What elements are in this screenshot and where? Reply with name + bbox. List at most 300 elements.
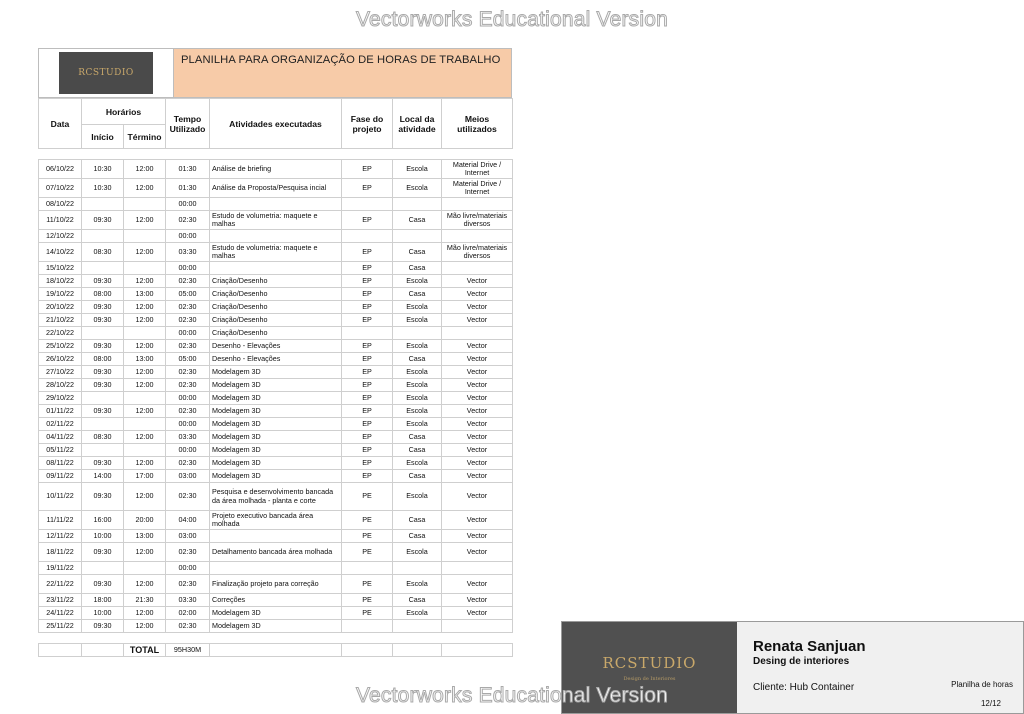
cell-means: Vector [442, 444, 513, 457]
cell-means: Material Drive / Internet [442, 160, 513, 179]
table-row [39, 198, 513, 211]
studio-logo [59, 52, 153, 94]
cell-location: Escola [393, 392, 442, 405]
cell-phase: EP [342, 160, 393, 179]
page-number: 12/12 [980, 699, 1001, 708]
cell-activity: Modelagem 3D [210, 392, 342, 405]
cell-end: 12:00 [124, 431, 166, 444]
table-row [39, 327, 513, 340]
sheet-title: PLANILHA PARA ORGANIZAÇÃO DE HORAS DE TRABALHO [174, 49, 511, 97]
cell-end: 12:00 [124, 379, 166, 392]
spacer-row [39, 633, 513, 644]
cell-means: Vector [442, 301, 513, 314]
cell-activity: Modelagem 3D [210, 457, 342, 470]
cell-start: 09:30 [82, 620, 124, 633]
cell-phase: PE [342, 607, 393, 620]
cell-end: 12:00 [124, 340, 166, 353]
table-row [39, 483, 513, 511]
cell-duration: 04:00 [166, 511, 210, 530]
cell-start: 09:30 [82, 301, 124, 314]
cell-start: 09:30 [82, 457, 124, 470]
cell-phase: EP [342, 314, 393, 327]
cell-duration: 00:00 [166, 230, 210, 243]
cell-duration: 03:00 [166, 530, 210, 543]
cell-location: Casa [393, 431, 442, 444]
cell-start: 10:00 [82, 607, 124, 620]
cell-location: Escola [393, 340, 442, 353]
cell-duration: 02:30 [166, 620, 210, 633]
cell-start: 09:30 [82, 483, 124, 511]
cell-location: Escola [393, 160, 442, 179]
cell-end: 12:00 [124, 575, 166, 594]
cell-location: Casa [393, 511, 442, 530]
cell-activity: Criação/Desenho [210, 275, 342, 288]
cell-means: Vector [442, 288, 513, 301]
cell-start: 14:00 [82, 470, 124, 483]
header-local: Local da atividade [393, 99, 442, 149]
cell-date: 20/10/22 [39, 301, 82, 314]
cell-date: 11/11/22 [39, 511, 82, 530]
cell-start [82, 444, 124, 457]
table-row [39, 392, 513, 405]
cell-end: 12:00 [124, 405, 166, 418]
cell-duration: 05:00 [166, 288, 210, 301]
cell-phase: EP [342, 379, 393, 392]
cell-start: 10:30 [82, 179, 124, 198]
cell-duration: 02:30 [166, 301, 210, 314]
cell-phase: EP [342, 392, 393, 405]
cell-activity [210, 262, 342, 275]
cell-activity: Detalhamento bancada área molhada [210, 543, 342, 562]
cell-date: 27/10/22 [39, 366, 82, 379]
cell-activity: Modelagem 3D [210, 366, 342, 379]
cell-means: Material Drive / Internet [442, 179, 513, 198]
cell-phase: EP [342, 366, 393, 379]
cell-date: 02/11/22 [39, 418, 82, 431]
cell-end: 13:00 [124, 530, 166, 543]
spacer-row [39, 149, 513, 160]
cell-date: 15/10/22 [39, 262, 82, 275]
cell-phase: EP [342, 243, 393, 262]
cell-location: Escola [393, 543, 442, 562]
cell-end: 12:00 [124, 620, 166, 633]
cell-start: 10:00 [82, 530, 124, 543]
cell-end [124, 230, 166, 243]
cell-duration: 00:00 [166, 418, 210, 431]
cell-activity: Modelagem 3D [210, 470, 342, 483]
cell-start: 09:30 [82, 366, 124, 379]
cell-start: 09:30 [82, 340, 124, 353]
cell-activity: Finalização projeto para correção [210, 575, 342, 594]
watermark-bottom: Vectorworks Educational Version [355, 684, 669, 707]
table-row [39, 340, 513, 353]
cell-means [442, 230, 513, 243]
cell-phase [342, 198, 393, 211]
cell-location: Casa [393, 262, 442, 275]
cell-end: 12:00 [124, 160, 166, 179]
cell-duration: 02:30 [166, 314, 210, 327]
cell-means: Vector [442, 405, 513, 418]
table-row [39, 288, 513, 301]
watermark-top: Vectorworks Educational Version [355, 8, 669, 31]
cell-duration: 02:30 [166, 211, 210, 230]
cell-date: 29/10/22 [39, 392, 82, 405]
cell-location: Casa [393, 243, 442, 262]
cell-phase: EP [342, 470, 393, 483]
cell-date: 11/10/22 [39, 211, 82, 230]
cell-location: Casa [393, 444, 442, 457]
cell-date: 01/11/22 [39, 405, 82, 418]
cell-duration: 02:30 [166, 275, 210, 288]
cell-duration: 00:00 [166, 262, 210, 275]
sheet-name: Planilha de horas [951, 680, 1013, 689]
cell-means: Vector [442, 457, 513, 470]
cell-start: 16:00 [82, 511, 124, 530]
cell-duration: 03:30 [166, 594, 210, 607]
cell-phase: EP [342, 301, 393, 314]
table-row [39, 179, 513, 198]
hours-table [38, 98, 513, 657]
studio-logo-text: RCSTUDIO [78, 68, 134, 78]
table-row [39, 543, 513, 562]
cell-activity: Modelagem 3D [210, 405, 342, 418]
table-row [39, 457, 513, 470]
cell-date: 06/10/22 [39, 160, 82, 179]
cell-end: 12:00 [124, 457, 166, 470]
cell-start [82, 392, 124, 405]
cell-duration: 02:30 [166, 575, 210, 594]
hours-table-body [39, 149, 513, 633]
cell-start [82, 327, 124, 340]
hours-spreadsheet [38, 48, 512, 657]
cell-activity: Modelagem 3D [210, 607, 342, 620]
table-row [39, 160, 513, 179]
cell-activity: Criação/Desenho [210, 288, 342, 301]
cell-end: 12:00 [124, 275, 166, 288]
cell-activity: Criação/Desenho [210, 314, 342, 327]
cell-start [82, 230, 124, 243]
cell-date: 19/11/22 [39, 562, 82, 575]
cell-location: Escola [393, 607, 442, 620]
cell-end: 12:00 [124, 543, 166, 562]
cell-date: 22/11/22 [39, 575, 82, 594]
cell-means [442, 262, 513, 275]
header-meios: Meios utilizados [442, 99, 513, 149]
cell-start: 08:00 [82, 288, 124, 301]
table-row [39, 379, 513, 392]
cell-phase: EP [342, 457, 393, 470]
cell-location: Casa [393, 594, 442, 607]
cell-end: 12:00 [124, 607, 166, 620]
cell-date: 04/11/22 [39, 431, 82, 444]
cell-phase: PE [342, 483, 393, 511]
logo-cell [39, 49, 174, 97]
cell-duration: 02:30 [166, 457, 210, 470]
cell-means: Vector [442, 543, 513, 562]
cell-date: 12/11/22 [39, 530, 82, 543]
cell-duration: 02:30 [166, 405, 210, 418]
cell-start: 08:00 [82, 353, 124, 366]
cell-start [82, 562, 124, 575]
client-name: Cliente: Hub Container [753, 682, 855, 693]
cell-activity [210, 530, 342, 543]
table-row [39, 366, 513, 379]
cell-location: Escola [393, 314, 442, 327]
cell-end [124, 392, 166, 405]
cell-duration: 02:00 [166, 607, 210, 620]
cell-end: 12:00 [124, 301, 166, 314]
cell-duration: 00:00 [166, 198, 210, 211]
cell-date: 26/10/22 [39, 353, 82, 366]
cell-location [393, 198, 442, 211]
cell-activity [210, 230, 342, 243]
title-block-logo-text: RCSTUDIO [602, 653, 697, 672]
cell-phase: PE [342, 594, 393, 607]
cell-start [82, 198, 124, 211]
table-row [39, 418, 513, 431]
cell-phase [342, 327, 393, 340]
cell-start [82, 418, 124, 431]
cell-location: Escola [393, 179, 442, 198]
total-row [39, 644, 513, 657]
cell-duration: 00:00 [166, 444, 210, 457]
cell-phase [342, 620, 393, 633]
cell-date: 08/11/22 [39, 457, 82, 470]
header-tempo: Tempo Utilizado [166, 99, 210, 149]
cell-activity: Análise de briefing [210, 160, 342, 179]
cell-duration: 02:30 [166, 543, 210, 562]
table-row [39, 243, 513, 262]
table-row [39, 530, 513, 543]
cell-location [393, 620, 442, 633]
cell-end: 12:00 [124, 483, 166, 511]
table-row [39, 511, 513, 530]
cell-date: 08/10/22 [39, 198, 82, 211]
total-value: 95H30M [166, 644, 210, 657]
cell-start: 09:30 [82, 211, 124, 230]
cell-phase: EP [342, 353, 393, 366]
cell-location: Escola [393, 418, 442, 431]
cell-end [124, 444, 166, 457]
cell-duration: 01:30 [166, 179, 210, 198]
cell-location: Escola [393, 575, 442, 594]
cell-date: 25/10/22 [39, 340, 82, 353]
cell-location: Casa [393, 353, 442, 366]
table-row [39, 314, 513, 327]
cell-duration: 05:00 [166, 353, 210, 366]
designer-role: Desing de interiores [753, 656, 850, 667]
cell-phase: PE [342, 543, 393, 562]
total-label: TOTAL [124, 644, 166, 657]
cell-location: Escola [393, 379, 442, 392]
cell-end [124, 562, 166, 575]
cell-end [124, 262, 166, 275]
cell-date: 10/11/22 [39, 483, 82, 511]
cell-start: 09:30 [82, 275, 124, 288]
cell-start: 09:30 [82, 405, 124, 418]
cell-means: Mão livre/materiais diversos [442, 211, 513, 230]
cell-activity: Desenho - Elevações [210, 353, 342, 366]
cell-means: Vector [442, 594, 513, 607]
cell-date: 18/10/22 [39, 275, 82, 288]
cell-location [393, 562, 442, 575]
cell-end: 21:30 [124, 594, 166, 607]
cell-date: 12/10/22 [39, 230, 82, 243]
cell-means: Vector [442, 418, 513, 431]
cell-activity: Criação/Desenho [210, 301, 342, 314]
cell-end: 13:00 [124, 353, 166, 366]
cell-phase: EP [342, 211, 393, 230]
cell-location [393, 327, 442, 340]
cell-phase: PE [342, 511, 393, 530]
cell-phase [342, 562, 393, 575]
cell-end [124, 327, 166, 340]
cell-means: Vector [442, 379, 513, 392]
cell-duration: 01:30 [166, 160, 210, 179]
cell-duration: 03:30 [166, 431, 210, 444]
cell-means: Mão livre/materiais diversos [442, 243, 513, 262]
cell-means: Vector [442, 366, 513, 379]
cell-location: Casa [393, 470, 442, 483]
cell-start: 18:00 [82, 594, 124, 607]
table-row [39, 275, 513, 288]
table-row [39, 301, 513, 314]
cell-date: 05/11/22 [39, 444, 82, 457]
cell-phase: EP [342, 405, 393, 418]
table-row [39, 562, 513, 575]
table-row [39, 470, 513, 483]
cell-end: 12:00 [124, 243, 166, 262]
cell-duration: 02:30 [166, 379, 210, 392]
cell-means: Vector [442, 575, 513, 594]
cell-means: Vector [442, 607, 513, 620]
cell-means: Vector [442, 275, 513, 288]
cell-means: Vector [442, 530, 513, 543]
table-row [39, 444, 513, 457]
cell-activity [210, 198, 342, 211]
cell-location: Escola [393, 457, 442, 470]
cell-activity: Modelagem 3D [210, 620, 342, 633]
cell-date: 19/10/22 [39, 288, 82, 301]
cell-activity: Criação/Desenho [210, 327, 342, 340]
table-row [39, 575, 513, 594]
cell-location: Escola [393, 301, 442, 314]
cell-location: Escola [393, 405, 442, 418]
sheet-header [38, 48, 512, 98]
cell-means [442, 620, 513, 633]
cell-means [442, 562, 513, 575]
cell-start: 09:30 [82, 575, 124, 594]
cell-phase: EP [342, 275, 393, 288]
cell-phase: EP [342, 262, 393, 275]
header-data: Data [39, 99, 82, 149]
cell-end: 17:00 [124, 470, 166, 483]
cell-start: 09:30 [82, 543, 124, 562]
cell-phase: EP [342, 288, 393, 301]
cell-location: Casa [393, 530, 442, 543]
cell-activity: Modelagem 3D [210, 444, 342, 457]
cell-end [124, 418, 166, 431]
cell-end: 13:00 [124, 288, 166, 301]
cell-end: 20:00 [124, 511, 166, 530]
cell-activity: Análise da Proposta/Pesquisa incial [210, 179, 342, 198]
cell-start: 08:30 [82, 431, 124, 444]
header-atividades: Atividades executadas [210, 99, 342, 149]
table-row [39, 230, 513, 243]
cell-start: 10:30 [82, 160, 124, 179]
cell-end: 12:00 [124, 366, 166, 379]
table-row [39, 262, 513, 275]
cell-start [82, 262, 124, 275]
cell-phase: EP [342, 444, 393, 457]
cell-activity: Projeto executivo bancada área molhada [210, 511, 342, 530]
cell-means: Vector [442, 314, 513, 327]
cell-end: 12:00 [124, 179, 166, 198]
cell-means: Vector [442, 483, 513, 511]
table-row [39, 594, 513, 607]
cell-activity: Estudo de volumetria: maquete e malhas [210, 243, 342, 262]
cell-activity: Modelagem 3D [210, 431, 342, 444]
cell-location: Escola [393, 483, 442, 511]
cell-phase: EP [342, 431, 393, 444]
cell-end: 12:00 [124, 314, 166, 327]
cell-means [442, 198, 513, 211]
cell-phase [342, 230, 393, 243]
cell-means: Vector [442, 511, 513, 530]
cell-means: Vector [442, 470, 513, 483]
cell-duration: 03:00 [166, 470, 210, 483]
cell-date: 09/11/22 [39, 470, 82, 483]
cell-phase: EP [342, 179, 393, 198]
table-row [39, 353, 513, 366]
cell-phase: EP [342, 418, 393, 431]
cell-means: Vector [442, 392, 513, 405]
header-fase: Fase do projeto [342, 99, 393, 149]
header-horarios: Horários [82, 99, 166, 125]
cell-date: 07/10/22 [39, 179, 82, 198]
cell-means: Vector [442, 353, 513, 366]
cell-date: 28/10/22 [39, 379, 82, 392]
cell-activity: Modelagem 3D [210, 418, 342, 431]
cell-date: 25/11/22 [39, 620, 82, 633]
cell-location: Casa [393, 288, 442, 301]
cell-activity: Modelagem 3D [210, 379, 342, 392]
cell-end [124, 198, 166, 211]
cell-means: Vector [442, 340, 513, 353]
cell-activity: Pesquisa e desenvolvimento bancada da área molhada - planta e corte [210, 483, 342, 511]
cell-date: 24/11/22 [39, 607, 82, 620]
cell-phase: PE [342, 530, 393, 543]
cell-end: 12:00 [124, 211, 166, 230]
cell-duration: 00:00 [166, 562, 210, 575]
cell-duration: 02:30 [166, 340, 210, 353]
header-termino: Término [124, 125, 166, 149]
cell-duration: 02:30 [166, 483, 210, 511]
cell-activity [210, 562, 342, 575]
cell-date: 14/10/22 [39, 243, 82, 262]
cell-start: 08:30 [82, 243, 124, 262]
cell-date: 22/10/22 [39, 327, 82, 340]
cell-location [393, 230, 442, 243]
cell-start: 09:30 [82, 314, 124, 327]
cell-activity: Correções [210, 594, 342, 607]
cell-means: Vector [442, 431, 513, 444]
cell-duration: 03:30 [166, 243, 210, 262]
table-row [39, 405, 513, 418]
table-row [39, 431, 513, 444]
cell-phase: PE [342, 575, 393, 594]
table-row [39, 211, 513, 230]
